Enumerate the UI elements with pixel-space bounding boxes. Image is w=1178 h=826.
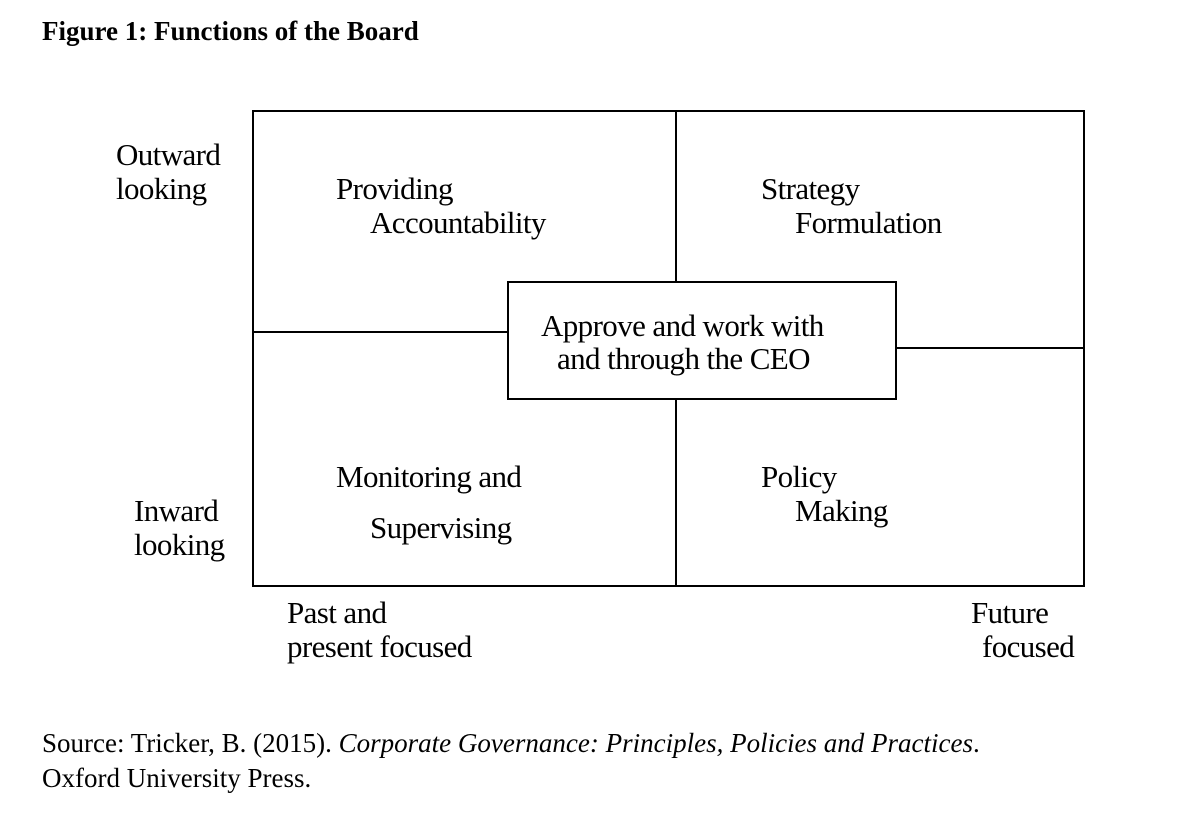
divider-vertical-bottom [675, 400, 677, 586]
quadrant-top-left-line-2: Accountability [370, 205, 546, 240]
axis-past-present-line-2: present focused [287, 629, 472, 664]
quadrant-bottom-right-line-1: Policy [761, 459, 837, 494]
figure-title: Figure 1: Functions of the Board [42, 16, 419, 46]
axis-future-focused-line-2: focused [982, 629, 1075, 664]
divider-horizontal-left [252, 331, 508, 333]
quadrant-bottom-left-line-1: Monitoring and [336, 459, 522, 494]
axis-inward-looking-line-2: looking [134, 527, 225, 562]
axis-outward-looking-line-2: looking [116, 171, 207, 206]
quadrant-bottom-right-line-2: Making [795, 493, 888, 528]
axis-outward-looking-line-1: Outward [116, 137, 221, 172]
frame-left [252, 110, 254, 587]
source-prefix: Source: Tricker, B. (2015). [42, 728, 339, 758]
quadrant-top-left-line-1: Providing [336, 171, 453, 206]
quadrant-top-right-line-2: Formulation [795, 205, 942, 240]
axis-past-present-line-1: Past and [287, 595, 387, 630]
source-citation [42, 726, 980, 796]
divider-vertical-top [675, 110, 677, 282]
source-book-title: Corporate Governance: Principles, Policies and Practices [338, 728, 974, 758]
axis-future-focused-line-1: Future [971, 595, 1049, 630]
source-line-1 [42, 726, 980, 761]
frame-bottom [252, 585, 1085, 587]
source-line-2: Oxford University Press. [42, 763, 312, 793]
axis-inward-looking-line-1: Inward [134, 493, 219, 528]
divider-horizontal-right [896, 347, 1084, 349]
center-label-line-2: and through the CEO [557, 341, 810, 376]
quadrant-bottom-left-line-2: Supervising [370, 510, 512, 545]
quadrant-top-right-line-1: Strategy [761, 171, 860, 206]
center-label-line-1: Approve and work with [541, 308, 824, 343]
source-suffix: . [973, 728, 980, 758]
frame-top [252, 110, 1085, 112]
